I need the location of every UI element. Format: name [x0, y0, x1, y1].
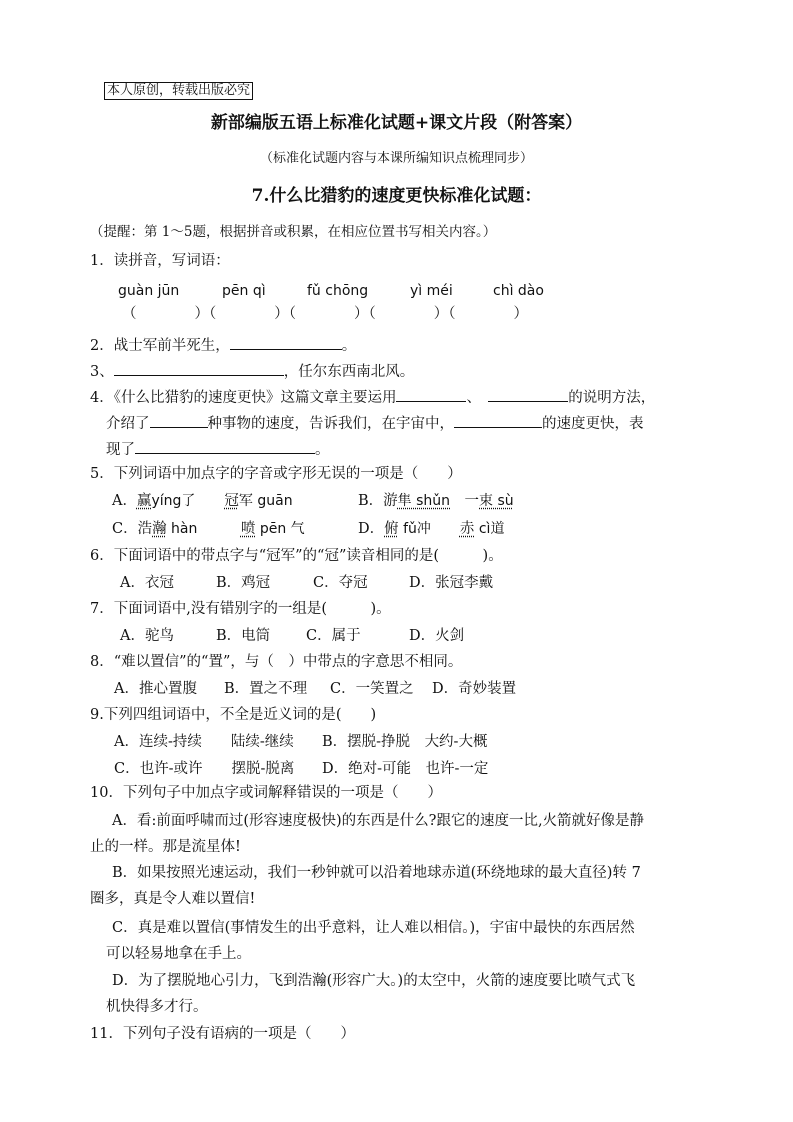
option-label: D． — [358, 521, 385, 537]
question-3-text: ，任尔东西南北风。 — [283, 364, 415, 380]
option-text: pēn 气 — [255, 521, 305, 537]
dotted-char: 冠 — [224, 493, 239, 509]
page-subtitle: （标准化试题内容与本课所编知识点梳理同步） — [259, 151, 533, 166]
answer-blank[interactable] — [454, 413, 542, 428]
option-b-continued: 圈多，真是令人难以置信! — [90, 891, 256, 907]
dotted-char: 瀚 — [152, 521, 167, 537]
answer-blank[interactable] — [114, 361, 284, 376]
option-a[interactable]: A．衣冠 — [120, 575, 174, 591]
question-2-text: 2．战士军前半死生， — [90, 338, 230, 354]
option-text: 摆脱-脱离 — [231, 761, 295, 777]
question-1: 1．读拼音，写词语： — [90, 253, 230, 269]
option-text: fǔ冲 — [398, 521, 431, 537]
option-c[interactable] — [114, 759, 294, 779]
option-label: C．浩 — [112, 521, 153, 537]
option-b[interactable]: B．置之不理 — [224, 681, 308, 697]
question-4-text: 、 — [466, 390, 474, 406]
question-4-text: 4．《什么比猎豹的速度更快》这篇文章主要运用 — [90, 390, 397, 406]
lesson-title: 7.什么比猎豹的速度更快标准化试题： — [251, 186, 542, 206]
option-text: cì道 — [474, 521, 505, 537]
question-11: 11．下列句子没有语病的一项是（ ） — [90, 1026, 355, 1042]
option-c[interactable]: C．属于 — [306, 628, 361, 644]
option-label: A． — [112, 493, 137, 509]
question-4-line-1 — [90, 387, 655, 408]
option-text: C．也许-或许 — [114, 761, 203, 777]
option-c[interactable] — [112, 519, 305, 539]
page-title: 新部编版五语上标准化试题+课文片段（附答案） — [210, 113, 583, 133]
option-d-continued: 机快得多才行。 — [106, 999, 208, 1015]
option-d[interactable] — [358, 519, 504, 539]
answer-blank[interactable] — [150, 413, 208, 428]
question-4-line-2 — [106, 413, 644, 434]
option-a[interactable]: A．看:前面呼啸而过(形容速度极快)的东西是什么?跟它的速度一比,火箭就好像是静 — [112, 813, 645, 829]
dotted-char: 喷 — [240, 521, 256, 537]
option-d[interactable]: D．火剑 — [409, 628, 465, 644]
question-7: 7．下面词语中,没有错别字的一组是( )。 — [90, 601, 391, 617]
question-4-line-3: 现了 。 — [106, 439, 330, 460]
option-text: A．连续-持续 — [114, 734, 202, 750]
option-label: B． — [358, 493, 384, 509]
option-c-continued: 可以轻易地拿在手上。 — [106, 946, 251, 962]
question-5: 5．下列词语中加点字的字音或字形无误的一项是（ ） — [90, 466, 462, 482]
copyright-stamp: 本人原创，转载出版必究 — [104, 82, 253, 100]
option-c[interactable]: C．一笑置之 — [330, 681, 414, 697]
answer-blank[interactable] — [488, 387, 568, 402]
question-4-text: 现了 — [106, 442, 135, 458]
option-d[interactable] — [322, 759, 488, 779]
dotted-char: 隼 shǔn — [397, 493, 451, 509]
option-b[interactable]: B．如果按照光速运动，我们一秒钟就可以沿着地球赤道(环绕地球的最大直径)转 7 — [112, 865, 641, 881]
pinyin-4: yì méi — [410, 283, 453, 299]
option-a[interactable] — [114, 732, 294, 752]
question-2: 2．战士军前半死生， 。 — [90, 335, 356, 356]
dotted-char: 束 sù — [479, 493, 514, 509]
option-text: 军 guān — [238, 493, 293, 509]
answer-boxes: （ ）（ ）（ ）（ ）（ ） — [122, 306, 528, 322]
pinyin-5: chì dào — [493, 283, 544, 299]
option-b[interactable] — [322, 732, 487, 752]
option-text: 大约-大概 — [424, 734, 488, 750]
option-a[interactable]: A．推心置腹 — [114, 681, 197, 697]
question-4-text: 的速度更快，表 — [542, 416, 644, 432]
option-c[interactable]: C．夺冠 — [313, 575, 368, 591]
dotted-char: 赢 — [136, 493, 152, 509]
question-6: 6．下面词语中的带点字与“冠军”的“冠”读音相同的是( )。 — [90, 548, 503, 564]
pinyin-2: pēn qì — [222, 283, 266, 299]
option-a[interactable] — [112, 491, 293, 511]
option-d[interactable]: D．张冠李戴 — [409, 575, 494, 591]
option-a-continued: 止的一样。那是流星体! — [90, 839, 241, 855]
question-3-number: 3、 — [90, 364, 114, 380]
option-text: B．摆脱-挣脱 — [322, 734, 411, 750]
option-d[interactable]: D．奇妙装置 — [432, 681, 517, 697]
option-text: yíng了 — [151, 493, 196, 509]
answer-blank[interactable] — [230, 335, 342, 350]
instruction-tip: （提醒：第 1～5题，根据拼音或积累，在相应位置书写相关内容。） — [90, 224, 497, 240]
dotted-char: 俯 — [384, 521, 399, 537]
question-4-text: 介绍了 — [106, 416, 150, 432]
question-10: 10．下列句子中加点字或词解释错误的一项是（ ） — [90, 785, 442, 801]
option-text: 陆续-继续 — [230, 734, 294, 750]
option-text: hàn — [166, 521, 198, 537]
pinyin-3: fǔ chōng — [307, 283, 369, 299]
answer-blank[interactable] — [396, 387, 466, 402]
question-8: 8．“难以置信”的“置”，与（ ）中带点的字意思不相同。 — [90, 654, 463, 670]
question-9: 9.下列四组词语中，不全是近义词的是( ) — [90, 707, 377, 723]
option-text: 一 — [464, 493, 480, 509]
option-text: D．绝对-可能 — [322, 761, 412, 777]
pinyin-1: guàn jūn — [118, 283, 180, 299]
dotted-char: 赤 — [459, 521, 475, 537]
option-b[interactable]: B．电筒 — [216, 628, 271, 644]
option-c[interactable]: C．真是难以置信(事情发生的出乎意料，让人难以相信。)，宇宙中最快的东西居然 — [112, 920, 635, 936]
option-d[interactable]: D．为了摆脱地心引力，飞到浩瀚(形容广大。)的太空中，火箭的速度要比喷气式飞 — [112, 973, 636, 989]
question-4-text: 的说明方法， — [568, 390, 656, 406]
option-text: 游 — [383, 493, 398, 509]
question-3 — [90, 361, 414, 382]
option-b[interactable] — [358, 491, 514, 511]
question-4-text: 种事物的速度，告诉我们，在宇宙中， — [207, 416, 454, 432]
option-text: 也许-一定 — [425, 761, 489, 777]
option-b[interactable]: B．鸡冠 — [216, 575, 271, 591]
option-a[interactable]: A．驼鸟 — [120, 628, 174, 644]
answer-blank[interactable] — [135, 439, 315, 454]
